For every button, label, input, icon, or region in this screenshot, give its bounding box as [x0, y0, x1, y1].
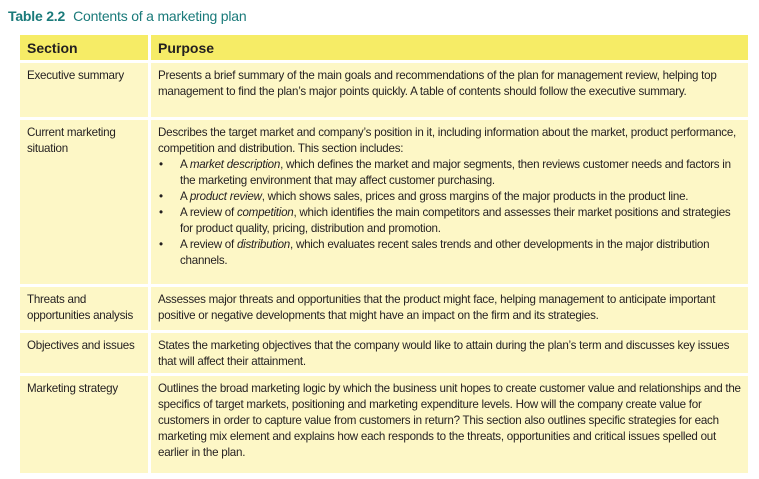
table-row-objectives-issues: [20, 333, 748, 376]
purpose-cell: States the marketing objectives that the company would like to attain during the plan’s term and discusses key issues that will affect their attainment.: [148, 333, 748, 373]
bullet-icon: •: [159, 158, 163, 171]
bullet-item-market-description: • A market description, which defines the market and major segments, then reviews customer needs and factors in the marketing environment that may affect customer purchasing.: [159, 158, 731, 187]
purpose-cell: Presents a brief summary of the main goals and recommendations of the plan for management review, helping top management to find the plan’s major points quickly. A table of contents should follow the executive summary.: [148, 63, 748, 117]
bullet-item-product-review: • A product review, which shows sales, prices and gross margins of the major products in the product line.: [159, 190, 689, 203]
table-number: Table 2.2: [8, 8, 66, 24]
section-cell: Current marketing situation: [27, 126, 116, 155]
bullet-term: competition: [236, 206, 294, 219]
purpose-cell: [148, 120, 748, 284]
table-header-row: [20, 35, 748, 63]
purpose-cell: Assesses major threats and opportunities that the product might face, helping management to anticipate important positive or negative developments that might have an impact on the firm and its strategies.: [148, 287, 748, 330]
bullet-icon: •: [159, 206, 163, 219]
bullet-icon: •: [159, 238, 163, 251]
section-cell: Threats and opportunities analysis: [27, 293, 133, 322]
bullet-item-distribution: • A review of distribution, which evaluates recent sales trends and other developments in the major distribution channels.: [159, 238, 710, 267]
section-cell: Objectives and issues: [27, 339, 135, 352]
bullet-term: market description: [189, 158, 281, 171]
bullet-term: distribution: [236, 238, 291, 251]
header-section: Section: [27, 39, 78, 56]
bullet-list: [158, 157, 742, 269]
table-row-executive-summary: [20, 63, 748, 120]
table-caption: [8, 6, 246, 26]
bullet-icon: •: [159, 190, 163, 203]
marketing-plan-table: [20, 35, 748, 476]
table-row-current-marketing-situation: [20, 120, 748, 287]
bullet-term: product review: [189, 190, 262, 203]
table-row-threats-opportunities: [20, 287, 748, 333]
header-purpose: Purpose: [148, 34, 748, 62]
table-title: Contents of a marketing plan: [73, 8, 247, 24]
purpose-cell: Outlines the broad marketing logic by which the business unit hopes to create customer value and relationships and the specifics of target markets, positioning and marketing expenditure levels. How will the company create value for customers in order to capture value from customers in return? This section also outlines specific strategies for each marketing mix element and explains how each responds to the threats, opportunities and critical issues spelled out earlier in the plan.: [148, 376, 748, 473]
bullet-item-competition: • A review of competition, which identifies the main competitors and assesses their market positions and strategies for product quality, pricing, distribution and promotion.: [159, 206, 731, 235]
section-cell: Executive summary: [27, 69, 124, 82]
table-row-marketing-strategy: [20, 376, 748, 476]
purpose-intro: Describes the target market and company’s position in it, including information about the market, product performance, competition and distribution. This section includes:: [158, 126, 736, 155]
section-cell: Marketing strategy: [27, 382, 118, 395]
